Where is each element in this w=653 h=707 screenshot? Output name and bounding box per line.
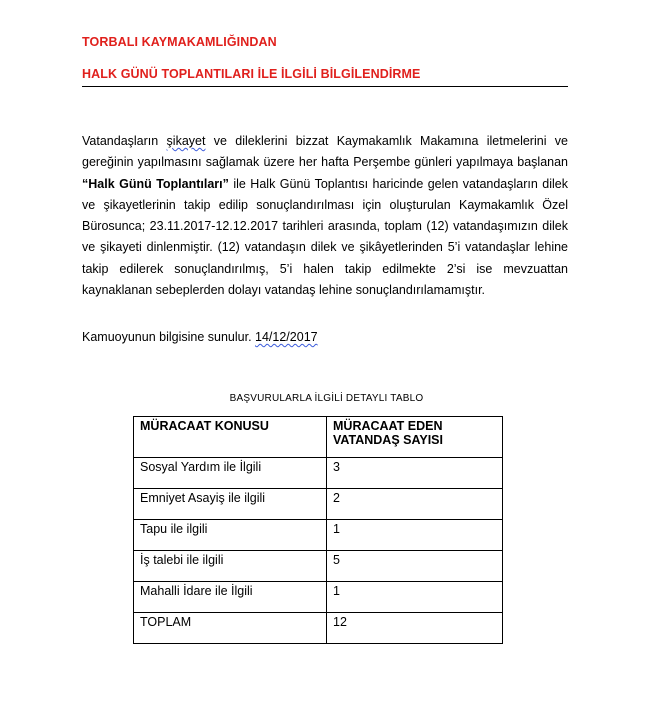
closing-text: Kamuoyunun bilgisine sunulur.	[82, 330, 256, 344]
body-paragraph	[82, 131, 568, 301]
row-subject: Sosyal Yardım ile İlgili	[134, 458, 327, 489]
table-header-row	[134, 417, 503, 458]
closing-date: 14/12/2017	[255, 330, 318, 344]
table-row	[134, 582, 503, 613]
row-count: 3	[327, 458, 503, 489]
row-count: 5	[327, 551, 503, 582]
paragraph-word-sikayet: şikayet	[166, 134, 206, 148]
row-subject: İş talebi ile ilgili	[134, 551, 327, 582]
column-header-count: MÜRACAAT EDEN VATANDAŞ SAYISI	[327, 417, 503, 458]
table-row	[134, 520, 503, 551]
document-title: TORBALI KAYMAKAMLIĞINDAN	[82, 35, 277, 49]
paragraph-text-mid: ve dileklerini bizzat Kaymakamlık Makamına iletmelerini ve gereğinin yapılmasını sağlamak üzere her hafta Perşembe günleri yapılmaya başlanan	[82, 134, 569, 170]
total-count: 12	[327, 613, 503, 644]
column-header-subject: MÜRACAAT KONUSU	[134, 417, 327, 458]
row-count: 1	[327, 582, 503, 613]
paragraph-text-rest: ile Halk Günü Toplantısı haricinde gelen vatandaşların dilek ve şikayetlerinin takip edilip sonuçlandırılması için oluşturulan Kaymakamlık Özel Bürosunca; 23.11.2017-12.12.2017 tarihleri arasında, toplam (12) vatandaşımızın dilek ve şikayeti dinlenmiştir. (12) vatandaşın dilek ve şikâyetlerinden 5’i vatandaşlar lehine takip edilerek sonuçlandırılmış, 5’i halen takip edilmekte 2’si ise mevzuattan kaynaklanan sebeplerden dolayı vatandaş lehine sonuçlandırılamamıştır.	[82, 176, 568, 298]
row-count: 2	[327, 489, 503, 520]
row-subject: Tapu ile ilgili	[134, 520, 327, 551]
row-count: 1	[327, 520, 503, 551]
paragraph-text-start: Vatandaşların	[82, 134, 167, 148]
applications-table	[133, 416, 503, 644]
table-row	[134, 458, 503, 489]
total-label: TOPLAM	[134, 613, 327, 644]
table-caption: BAŞVURULARLA İLGİLİ DETAYLI TABLO	[229, 393, 424, 404]
row-subject: Mahalli İdare ile İlgili	[134, 582, 327, 613]
document-subtitle: HALK GÜNÜ TOPLANTILARI İLE İLGİLİ BİLGİLENDİRME	[82, 67, 421, 81]
header-divider	[82, 86, 568, 87]
paragraph-bold-phrase: “Halk Günü Toplantıları”	[82, 176, 229, 191]
table-total-row	[134, 613, 503, 644]
table-row	[134, 489, 503, 520]
table-row	[134, 551, 503, 582]
row-subject: Emniyet Asayiş ile ilgili	[134, 489, 327, 520]
closing-line	[82, 330, 318, 344]
